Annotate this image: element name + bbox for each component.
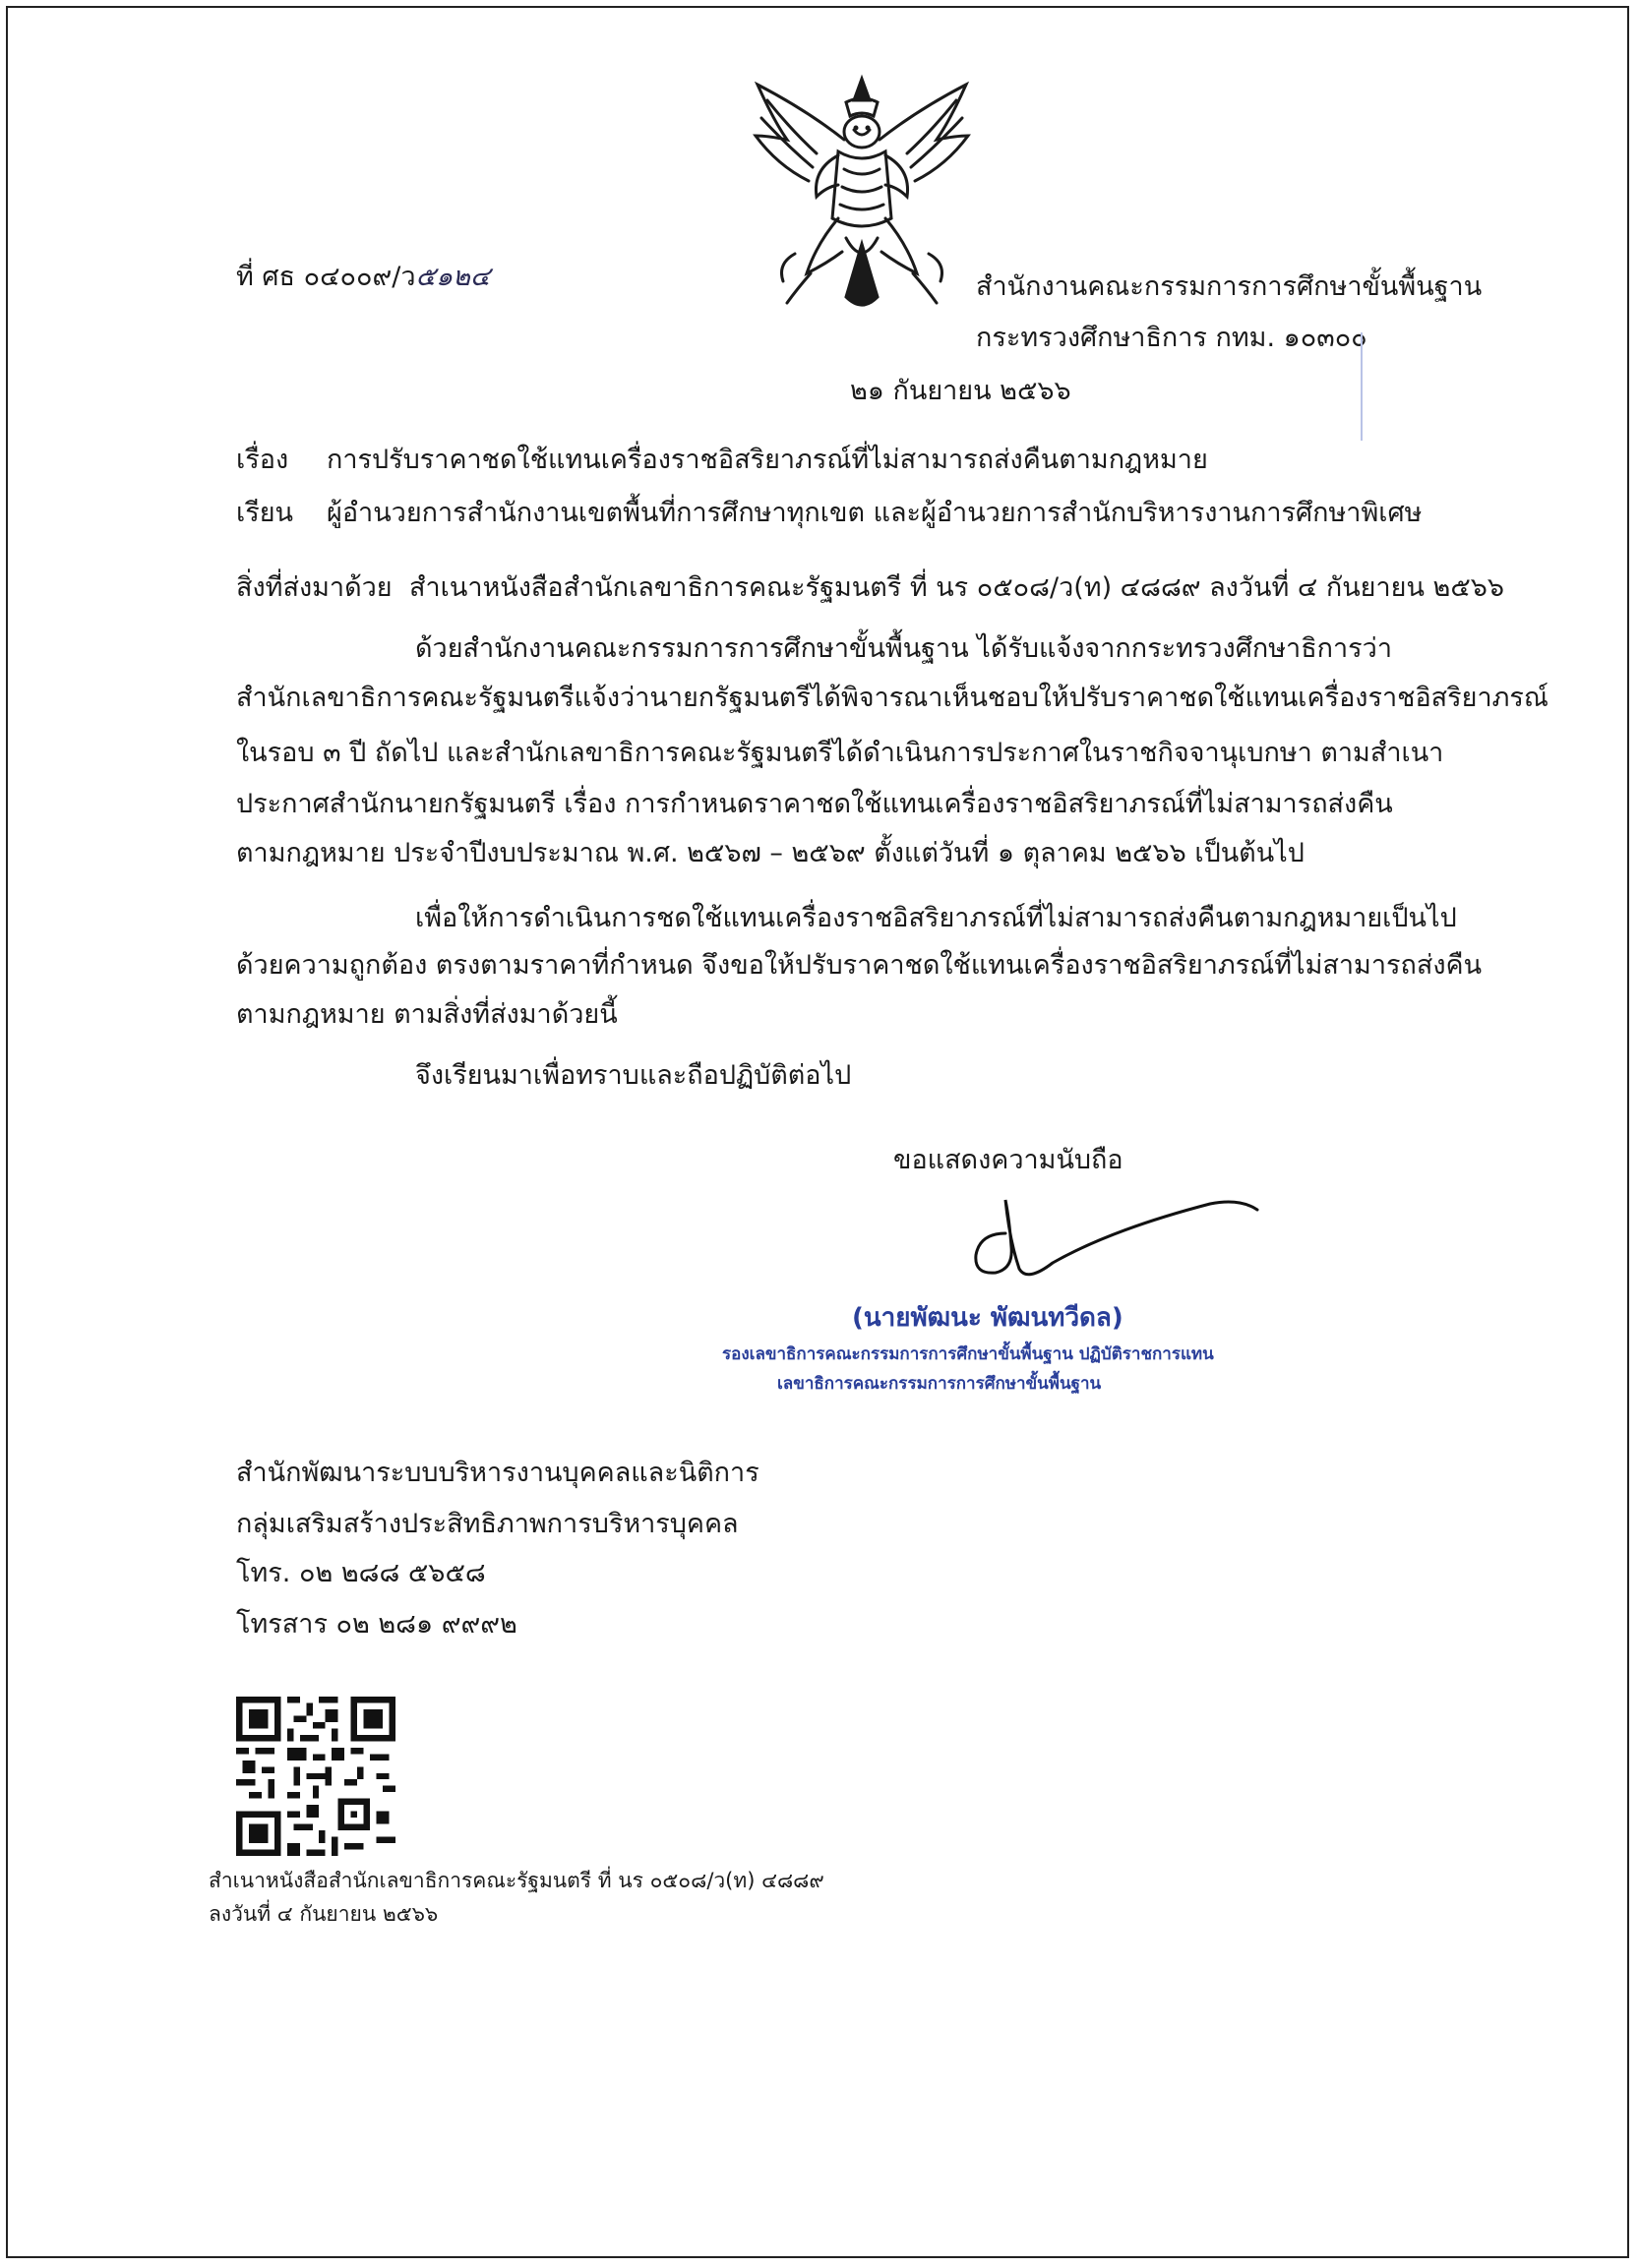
footer-fax: โทรสาร ๐๒ ๒๘๑ ๙๙๙๒ xyxy=(236,1609,517,1640)
qr-caption-line-2: ลงวันที่ ๔ กันยายน ๒๕๖๖ xyxy=(209,1902,439,1926)
doc-number: ศธ ๐๔๐๐๙/ว xyxy=(262,262,416,292)
doc-number-label: ที่ xyxy=(236,262,254,292)
paragraph-1-line-3: ในรอบ ๓ ปี ถัดไป และสำนักเลขาธิการคณะรัฐมนตรีได้ดำเนินการประกาศในราชกิจจานุเบกษา ตามสำเนา xyxy=(236,738,1444,768)
document-date: ๒๑ กันยายน ๒๕๖๖ xyxy=(850,376,1071,406)
enclosure-line xyxy=(236,568,1504,608)
paragraph-1-line-1: ด้วยสำนักงานคณะกรรมการการศึกษาขั้นพื้นฐาน ได้รับแจ้งจากกระทรวงศึกษาธิการว่า xyxy=(415,633,1393,664)
paragraph-1-line-4: ประกาศสำนักนายกรัฐมนตรี เรื่อง การกำหนดราคาชดใช้แทนเครื่องราชอิสริยาภรณ์ที่ไม่สามารถส่งคืน xyxy=(236,789,1393,819)
doc-number-line xyxy=(236,258,490,297)
recipient-line xyxy=(236,494,1422,533)
signatory-position-line-2: เลขาธิการคณะกรรมการการศึกษาขั้นพื้นฐาน xyxy=(777,1374,1102,1394)
agency-address: กระทรวงศึกษาธิการ กทม. ๑๐๓๐๐ xyxy=(976,323,1367,353)
footer-telephone: โทร. ๐๒ ๒๘๘ ๕๖๕๘ xyxy=(236,1558,486,1588)
footer-group: กลุ่มเสริมสร้างประสิทธิภาพการบริหารบุคคล xyxy=(236,1509,739,1539)
garuda-emblem-icon xyxy=(748,71,976,328)
signatory-position-line-1: รองเลขาธิการคณะกรรมการการศึกษาขั้นพื้นฐาน ปฏิบัติราชการแทน xyxy=(722,1344,1214,1364)
enclosure-label: สิ่งที่ส่งมาด้วย xyxy=(236,572,393,603)
paragraph-1-line-2: สำนักเลขาธิการคณะรัฐมนตรีแจ้งว่านายกรัฐมนตรีได้พิจารณาเห็นชอบให้ปรับราคาชดใช้แทนเครื่องราชอิสริยาภรณ์ xyxy=(236,683,1548,713)
paragraph-2-line-2: ด้วยความถูกต้อง ตรงตามราคาที่กำหนด จึงขอให้ปรับราคาชดใช้แทนเครื่องราชอิสริยาภรณ์ที่ไม่สามารถส่งคืน xyxy=(236,950,1483,981)
recipient-text: ผู้อำนวยการสำนักงานเขตพื้นที่การศึกษาทุกเขต และผู้อำนวยการสำนักบริหารงานการศึกษาพิเศษ xyxy=(327,498,1423,528)
qr-code-icon[interactable] xyxy=(236,1697,395,1856)
paragraph-2-line-3: ตามกฎหมาย ตามสิ่งที่ส่งมาด้วยนี้ xyxy=(236,999,618,1030)
paragraph-1-line-5: ตามกฎหมาย ประจำปีงบประมาณ พ.ศ. ๒๕๖๗ – ๒๕๖๙ ตั้งแต่วันที่ ๑ ตุลาคม ๒๕๖๖ เป็นต้นไป xyxy=(236,838,1305,868)
handwritten-signature-icon xyxy=(944,1190,1259,1298)
closing-sentence: จึงเรียนมาเพื่อทราบและถือปฏิบัติต่อไป xyxy=(415,1060,852,1091)
qr-caption-line-1: สำเนาหนังสือสำนักเลขาธิการคณะรัฐมนตรี ที่ นร ๐๕๐๘/ว(ท) ๔๘๘๙ xyxy=(209,1869,824,1892)
subject-text: การปรับราคาชดใช้แทนเครื่องราชอิสริยาภรณ์ที่ไม่สามารถส่งคืนตามกฎหมาย xyxy=(327,445,1208,475)
enclosure-text: สำเนาหนังสือสำนักเลขาธิการคณะรัฐมนตรี ที่ นร ๐๕๐๘/ว(ท) ๔๘๘๙ ลงวันที่ ๔ กันยายน ๒๕๖๖ xyxy=(409,572,1505,603)
recipient-label: เรียน xyxy=(236,498,294,528)
signatory-name: (นายพัฒนะ พัฒนทวีดล) xyxy=(852,1303,1123,1333)
subject-line xyxy=(236,441,1208,480)
pen-mark xyxy=(1360,332,1364,441)
footer-office: สำนักพัฒนาระบบบริหารงานบุคคลและนิติการ xyxy=(236,1458,759,1488)
agency-name: สำนักงานคณะกรรมการการศึกษาขั้นพื้นฐาน xyxy=(976,271,1483,302)
subject-label: เรื่อง xyxy=(236,445,289,475)
doc-number-handwritten: ๕๑๒๔ xyxy=(415,262,491,292)
paragraph-2-line-1: เพื่อให้การดำเนินการชดใช้แทนเครื่องราชอิสริยาภรณ์ที่ไม่สามารถส่งคืนตามกฎหมายเป็นไป xyxy=(415,903,1457,933)
regards: ขอแสดงความนับถือ xyxy=(893,1145,1123,1175)
